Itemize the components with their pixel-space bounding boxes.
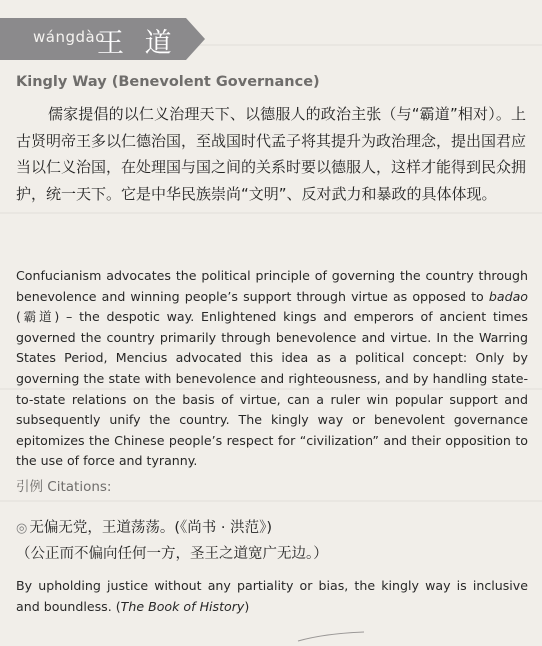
entry-title: Kingly Way (Benevolent Governance) [16, 74, 320, 90]
english-text-1: Confucianism advocates the political principle of governing the country through benevolence and winning people’s support through virtue as opposed to [16, 268, 528, 304]
citation-quote-text: 无偏无党，王道荡荡。(《尚书 · 洪范》) [29, 520, 272, 536]
chinese-explanation: 儒家提倡的以仁义治理天下、以德服人的政治主张（与“霸道”相对）。上古贤明帝王多以仁德治国，至战国时代孟子将其提升为政治理念，提出国君应当以仁义治国，在处理国与国之间的关系时要以德服人，这样才能得到民众拥护，统一天下。它是中华民族崇尚“文明”、反对武力和暴政的具体体现。 [16, 105, 527, 203]
bleed-line [0, 500, 542, 502]
citation-quote [16, 516, 272, 537]
english-text-2: (霸道) – the despotic way. Enlightened kings and emperors of ancient times governed the country primarily through benevolence and virtue. In the Warring States Period, Mencius advocated this idea as a political concept: Only by governing the state with benevolence and righteousness, and by handling state-to-state relations on the basis of virtue, can a ruler win popular support and subsequently unify the country. The kingly way or benevolent governance epitomizes the Chinese people’s respect for “civilization” and their opposition to the use of force and tyranny. [16, 309, 528, 469]
citation-translation [16, 576, 528, 617]
citation-source: The Book of History [120, 598, 245, 614]
citation-translation-text: By upholding justice without any partiality or bias, the kingly way is inclusive and boundless. ( [16, 578, 528, 614]
pen-stroke-mark [296, 630, 366, 644]
citations-label: 引例 Citations: [16, 479, 112, 495]
citation-translation-end: ) [244, 598, 250, 614]
english-term: badao [488, 288, 528, 304]
header-pinyin: wángdào [33, 28, 105, 46]
bleed-line [0, 212, 542, 214]
english-explanation [16, 266, 528, 472]
citation-gloss: （公正而不偏向任何一方，圣王之道宽广无边。） [16, 546, 328, 562]
quote-marker-icon: ◎ [16, 521, 28, 536]
header-chinese-term: 王 道 [97, 28, 178, 59]
